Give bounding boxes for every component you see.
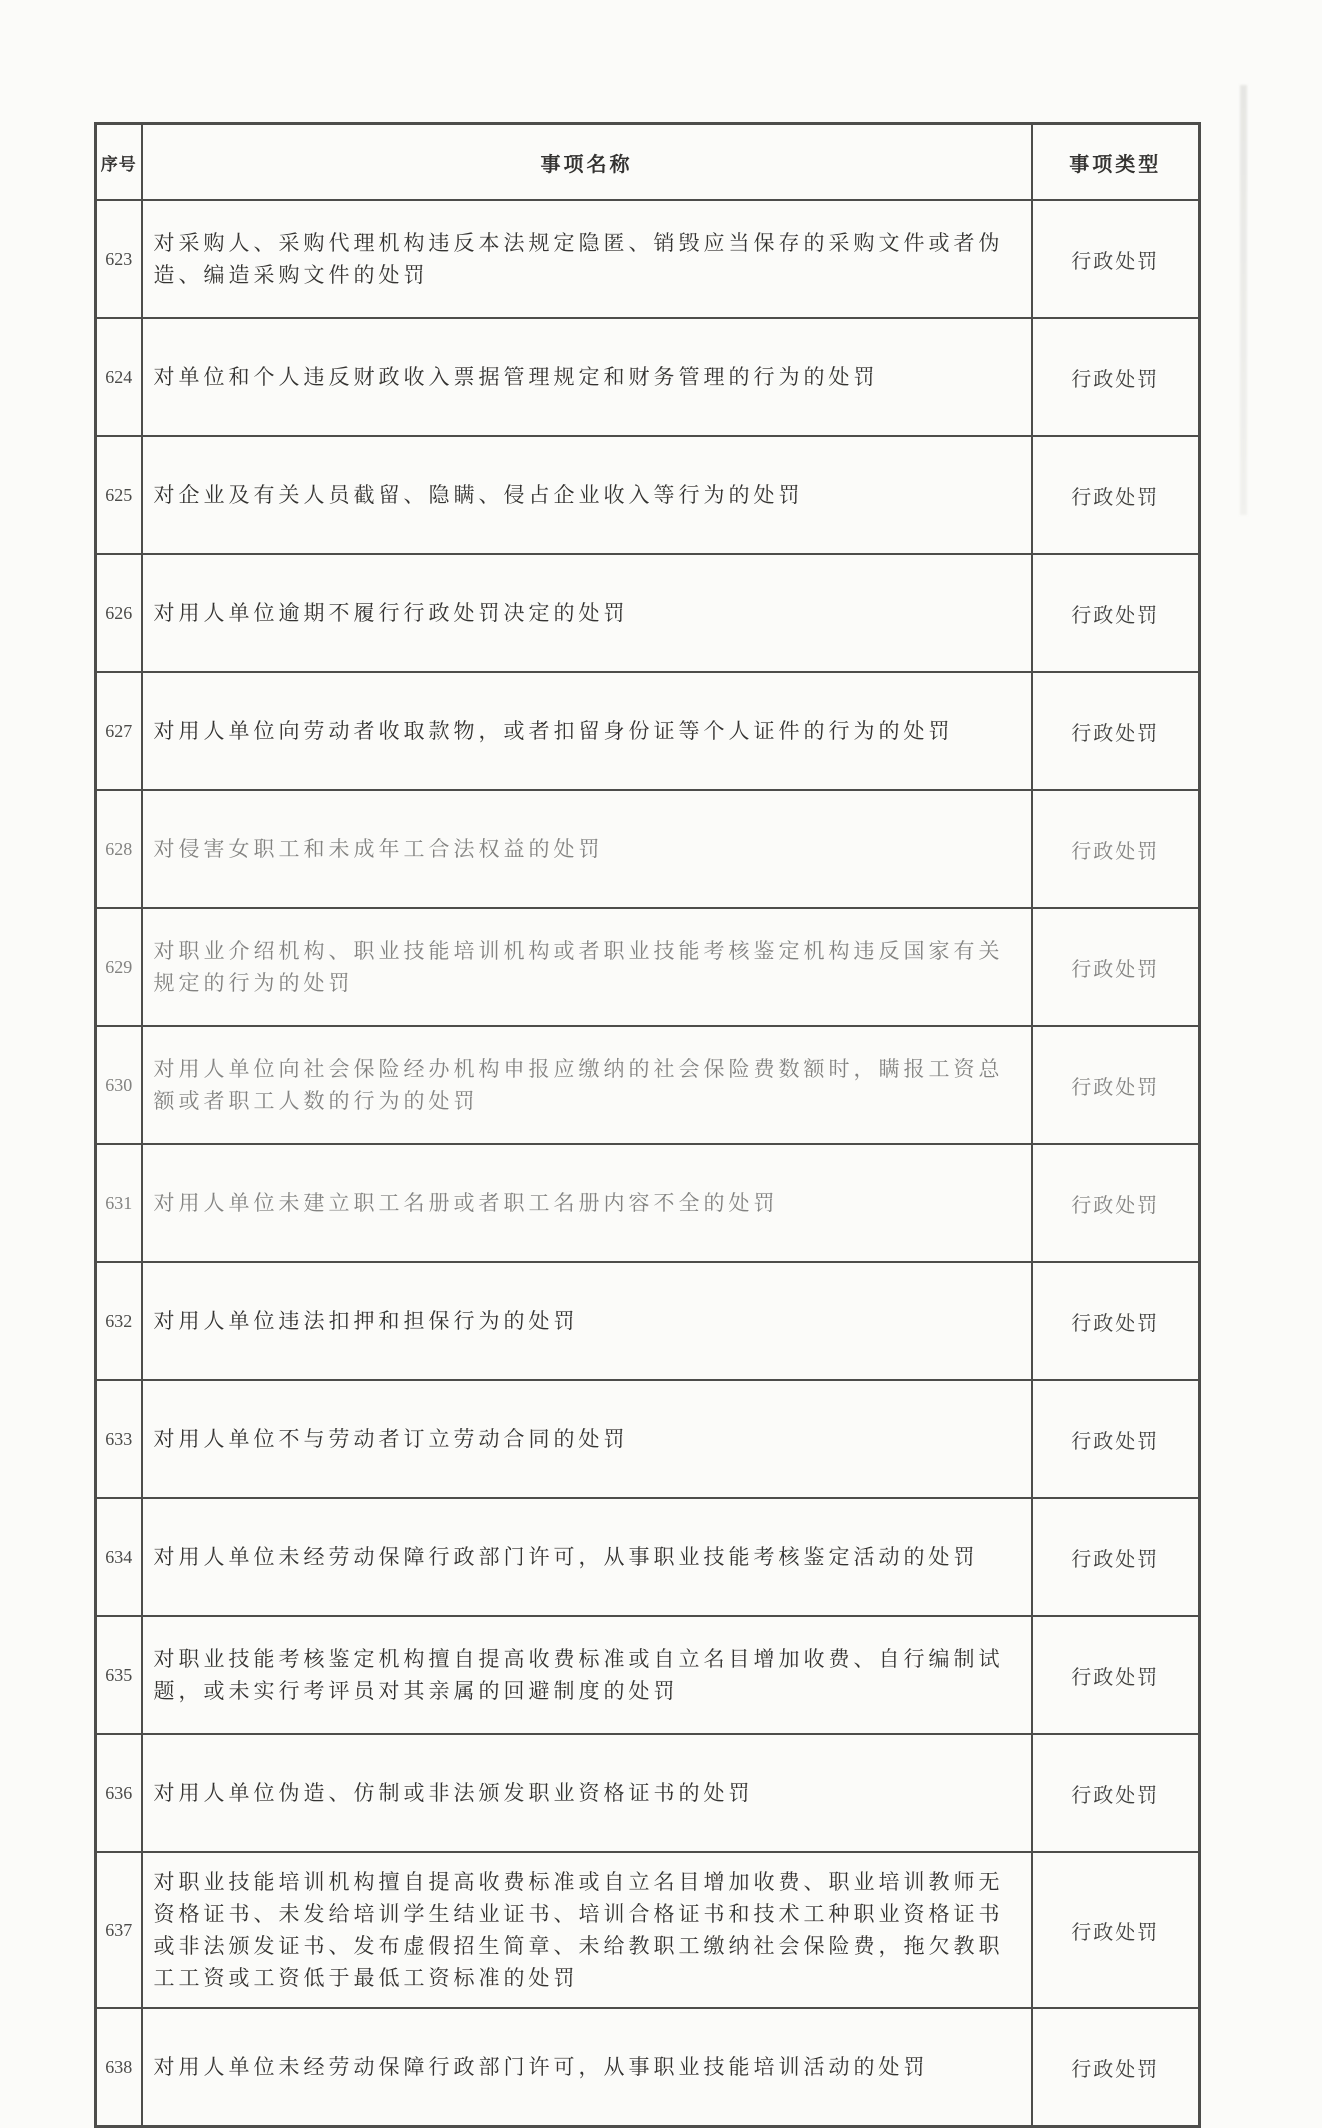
- row-index-cell: 638: [96, 2008, 142, 2127]
- row-index-cell: 637: [96, 1852, 142, 2008]
- table-row: [96, 908, 1200, 1026]
- row-index-cell: 623: [96, 200, 142, 318]
- item-type-cell: 行政处罚: [1032, 318, 1200, 436]
- item-type-cell: 行政处罚: [1032, 1616, 1200, 1734]
- item-type-cell: 行政处罚: [1032, 672, 1200, 790]
- item-type-cell: 行政处罚: [1032, 1026, 1200, 1144]
- item-name-cell: 对单位和个人违反财政收入票据管理规定和财务管理的行为的处罚: [142, 318, 1032, 436]
- table-row: [96, 1026, 1200, 1144]
- row-index-cell: 634: [96, 1498, 142, 1616]
- item-name-cell: 对用人单位逾期不履行行政处罚决定的处罚: [142, 554, 1032, 672]
- scan-streak-artifact: [1240, 85, 1247, 515]
- item-name-cell: 对用人单位未经劳动保障行政部门许可，从事职业技能培训活动的处罚: [142, 2008, 1032, 2127]
- table-row: [96, 2008, 1200, 2127]
- table-row: [96, 1262, 1200, 1380]
- item-type-cell: 行政处罚: [1032, 790, 1200, 908]
- row-index-cell: 629: [96, 908, 142, 1026]
- items-table: [94, 122, 1201, 2128]
- item-type-cell: 行政处罚: [1032, 554, 1200, 672]
- item-name-cell: 对用人单位不与劳动者订立劳动合同的处罚: [142, 1380, 1032, 1498]
- item-name-cell: 对用人单位未经劳动保障行政部门许可，从事职业技能考核鉴定活动的处罚: [142, 1498, 1032, 1616]
- table-row: [96, 1852, 1200, 2008]
- table-row: [96, 1498, 1200, 1616]
- row-index-cell: 630: [96, 1026, 142, 1144]
- item-name-cell: 对用人单位向劳动者收取款物，或者扣留身份证等个人证件的行为的处罚: [142, 672, 1032, 790]
- table-row: [96, 1734, 1200, 1852]
- table-row: [96, 1144, 1200, 1262]
- item-name-cell: 对企业及有关人员截留、隐瞒、侵占企业收入等行为的处罚: [142, 436, 1032, 554]
- table-row: [96, 1616, 1200, 1734]
- item-type-cell: 行政处罚: [1032, 1852, 1200, 2008]
- row-index-cell: 633: [96, 1380, 142, 1498]
- row-index-cell: 631: [96, 1144, 142, 1262]
- item-type-cell: 行政处罚: [1032, 1380, 1200, 1498]
- item-type-cell: 行政处罚: [1032, 908, 1200, 1026]
- table-row: [96, 1380, 1200, 1498]
- item-type-cell: 行政处罚: [1032, 1734, 1200, 1852]
- row-index-cell: 625: [96, 436, 142, 554]
- table-row: [96, 672, 1200, 790]
- table-row: [96, 554, 1200, 672]
- item-name-cell: 对职业技能考核鉴定机构擅自提高收费标准或自立名目增加收费、自行编制试题，或未实行考评员对其亲属的回避制度的处罚: [142, 1616, 1032, 1734]
- row-index-cell: 624: [96, 318, 142, 436]
- header-index: 序号: [96, 124, 142, 201]
- item-name-cell: 对用人单位向社会保险经办机构申报应缴纳的社会保险费数额时，瞒报工资总额或者职工人数的行为的处罚: [142, 1026, 1032, 1144]
- row-index-cell: 628: [96, 790, 142, 908]
- item-name-cell: 对职业技能培训机构擅自提高收费标准或自立名目增加收费、职业培训教师无资格证书、未发给培训学生结业证书、培训合格证书和技术工种职业资格证书或非法颁发证书、发布虚假招生简章、未给教职工缴纳社会保险费，拖欠教职工工资或工资低于最低工资标准的处罚: [142, 1852, 1032, 2008]
- row-index-cell: 636: [96, 1734, 142, 1852]
- row-index-cell: 626: [96, 554, 142, 672]
- header-row: [96, 124, 1200, 201]
- item-type-cell: 行政处罚: [1032, 436, 1200, 554]
- item-name-cell: 对侵害女职工和未成年工合法权益的处罚: [142, 790, 1032, 908]
- table-row: [96, 200, 1200, 318]
- item-type-cell: 行政处罚: [1032, 1144, 1200, 1262]
- header-name: 事项名称: [142, 124, 1032, 201]
- row-index-cell: 627: [96, 672, 142, 790]
- table-row: [96, 790, 1200, 908]
- item-type-cell: 行政处罚: [1032, 1262, 1200, 1380]
- item-type-cell: 行政处罚: [1032, 2008, 1200, 2127]
- item-type-cell: 行政处罚: [1032, 200, 1200, 318]
- row-index-cell: 635: [96, 1616, 142, 1734]
- item-name-cell: 对用人单位违法扣押和担保行为的处罚: [142, 1262, 1032, 1380]
- table-row: [96, 318, 1200, 436]
- item-name-cell: 对用人单位未建立职工名册或者职工名册内容不全的处罚: [142, 1144, 1032, 1262]
- item-name-cell: 对用人单位伪造、仿制或非法颁发职业资格证书的处罚: [142, 1734, 1032, 1852]
- item-type-cell: 行政处罚: [1032, 1498, 1200, 1616]
- item-name-cell: 对职业介绍机构、职业技能培训机构或者职业技能考核鉴定机构违反国家有关规定的行为的处罚: [142, 908, 1032, 1026]
- item-name-cell: 对采购人、采购代理机构违反本法规定隐匿、销毁应当保存的采购文件或者伪造、编造采购文件的处罚: [142, 200, 1032, 318]
- header-type: 事项类型: [1032, 124, 1200, 201]
- table-row: [96, 436, 1200, 554]
- row-index-cell: 632: [96, 1262, 142, 1380]
